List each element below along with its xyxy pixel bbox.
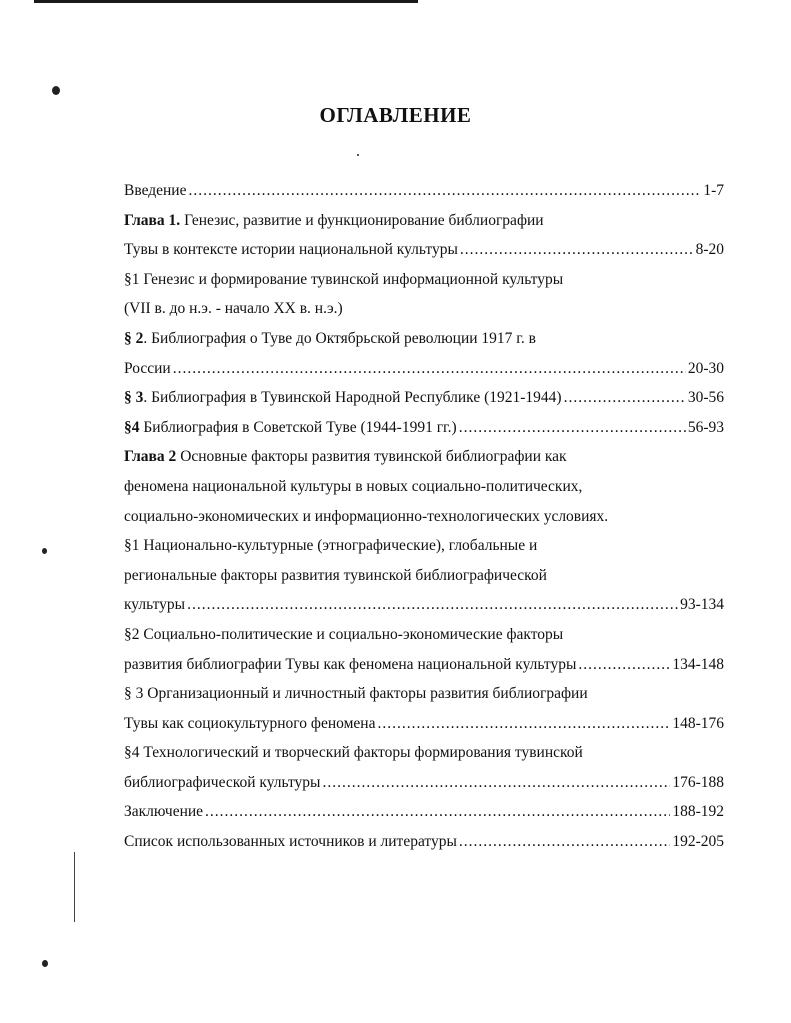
toc-entry-title: . Библиография в Тувинской Народной Республике (1921-1944): [143, 389, 562, 407]
toc-entry: [124, 502, 724, 532]
toc-entry-text: [124, 294, 343, 324]
dot-leader: [578, 650, 670, 680]
toc-entry-text: [124, 561, 547, 591]
dot-leader: [377, 709, 670, 739]
toc-page-range: 176-188: [672, 773, 724, 791]
toc-entry-title: России: [124, 359, 171, 377]
toc-entry-text: [124, 531, 537, 561]
toc-entry-text: [124, 827, 457, 857]
toc-entry: [124, 679, 724, 709]
toc-entry: [124, 383, 724, 413]
toc-page-range: 30-56: [687, 389, 724, 407]
toc-entry: [124, 561, 724, 591]
toc-entry-text: [124, 265, 563, 295]
toc-entry-title: . Библиография о Туве до Октябрьской революции 1917 г. в: [143, 329, 536, 347]
dot-leader: [173, 354, 686, 384]
toc-entry-title: (VII в. до н.э. - начало XX в. н.э.): [124, 300, 343, 318]
toc-entry-text: [124, 324, 536, 354]
page-title: ОГЛАВЛЕНИЕ: [319, 103, 472, 127]
toc-entry-text: [124, 472, 582, 502]
toc-entry-text: [124, 383, 562, 413]
toc-entry-text: [124, 235, 458, 265]
toc-entry-heading: § 3: [124, 389, 144, 407]
dot-leader: [322, 768, 670, 798]
toc-page-range: 20-30: [687, 359, 724, 377]
toc-page-range: 148-176: [672, 714, 724, 732]
toc-entry: [124, 531, 724, 561]
toc-entry-text: [124, 797, 203, 827]
toc-entry-text: [124, 442, 567, 472]
toc-entry: [124, 413, 724, 443]
toc-entry-title: Список использованных источников и литературы: [124, 833, 457, 851]
toc-entry-text: [124, 206, 544, 236]
toc-entry: [124, 206, 724, 236]
scan-speck: [42, 960, 48, 967]
scan-mark-line: [74, 852, 75, 922]
toc-entry-title: культуры: [124, 596, 186, 614]
toc-entry-title: §4 Технологический и творческий факторы формирования тувинской: [124, 744, 583, 762]
toc-entry-title: Тувы в контексте истории национальной культуры: [124, 241, 458, 259]
toc-page-range: 93-134: [680, 596, 724, 614]
toc-entry-title: Тувы как социокультурного феномена: [124, 714, 376, 732]
scan-speck: [52, 86, 60, 95]
toc-entry-text: [124, 502, 608, 532]
toc-entry-title: феномена национальной культуры в новых социально-политических,: [124, 477, 583, 495]
toc-entry-text: [124, 590, 185, 620]
toc-entry-title: Генезис, развитие и функционирование библиографии: [180, 211, 544, 229]
toc-page-range: 8-20: [695, 241, 724, 259]
toc-entry: [124, 827, 724, 857]
toc-entry-text: [124, 176, 186, 206]
toc-entry-title: социально-экономических и информационно-технологических условиях.: [124, 507, 609, 525]
scan-speck: [42, 548, 47, 554]
toc-entry-title: Заключение: [124, 803, 204, 821]
toc-entry-title: Библиография в Советской Туве (1944-1991 гг.): [139, 418, 457, 436]
toc-entry-text: [124, 768, 320, 798]
toc-entry-heading: Глава 2: [124, 448, 177, 466]
toc-entry: [124, 472, 724, 502]
toc-entry-title: Основные факторы развития тувинской библиографии как: [176, 448, 567, 466]
toc-entry-title: региональные факторы развития тувинской библиографической: [124, 566, 547, 584]
table-of-contents: [124, 176, 724, 857]
dot-leader: [459, 413, 686, 443]
toc-entry-title: развития библиографии Тувы как феномена национальной культуры: [124, 655, 577, 673]
dot-leader: [205, 797, 670, 827]
toc-page-range: 1-7: [703, 182, 724, 199]
dot-leader: [460, 235, 694, 265]
scan-speck: [357, 154, 359, 156]
toc-entry: [124, 738, 724, 768]
toc-entry: [124, 650, 724, 680]
toc-entry-title: библиографической культуры: [124, 773, 321, 791]
toc-entry-heading: §4: [124, 418, 140, 436]
toc-entry-title: §1 Генезис и формирование тувинской информационной культуры: [124, 270, 564, 288]
toc-entry-heading: Глава 1.: [124, 211, 181, 229]
toc-page-range: 188-192: [672, 803, 724, 821]
toc-page-range: 56-93: [687, 418, 724, 436]
toc-entry-text: [124, 354, 171, 384]
toc-entry-title: §1 Национально-культурные (этнографические), глобальные и: [124, 537, 538, 555]
toc-entry-text: [124, 709, 375, 739]
toc-entry: [124, 590, 724, 620]
toc-entry: [124, 709, 724, 739]
top-border-line: [34, 0, 418, 3]
toc-entry: [124, 235, 724, 265]
dot-leader: [187, 590, 678, 620]
dot-leader: [459, 827, 670, 857]
toc-entry-title: Введение: [124, 182, 187, 199]
toc-entry: [124, 265, 724, 295]
toc-entry: [124, 324, 724, 354]
toc-entry: [124, 620, 724, 650]
toc-entry: [124, 354, 724, 384]
toc-page-range: 192-205: [672, 833, 724, 851]
toc-entry-heading: § 2: [124, 329, 144, 347]
toc-entry-text: [124, 650, 576, 680]
toc-entry-title: §2 Социально-политические и социально-экономические факторы: [124, 625, 564, 643]
dot-leader: [188, 176, 701, 206]
toc-entry-text: [124, 679, 588, 709]
dot-leader: [564, 383, 686, 413]
toc-entry-text: [124, 620, 563, 650]
toc-entry-text: [124, 738, 583, 768]
toc-entry: [124, 442, 724, 472]
toc-entry-text: [124, 413, 457, 443]
toc-page-range: 134-148: [672, 655, 724, 673]
toc-entry-title: § 3 Организационный и личностный факторы развития библиографии: [124, 685, 588, 703]
toc-entry: [124, 176, 724, 206]
toc-entry: [124, 294, 724, 324]
toc-entry: [124, 797, 724, 827]
toc-entry: [124, 768, 724, 798]
